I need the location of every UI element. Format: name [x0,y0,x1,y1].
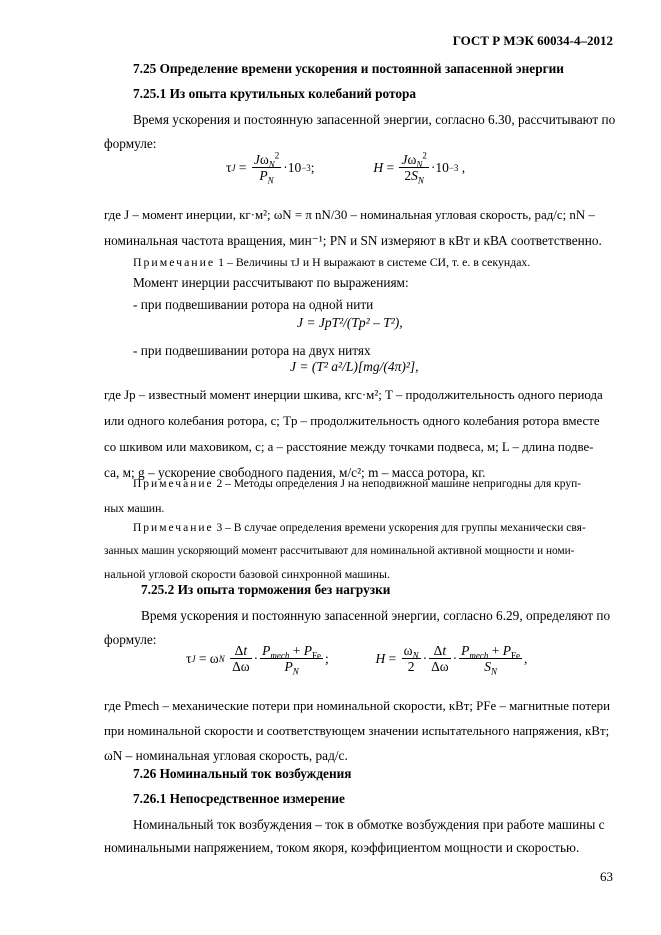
note-3-text: 3 – В случае определения времени ускорения для группы механически свя- [213,522,586,534]
moment-intro: Момент инерции рассчитывают по выражениям: [133,275,409,290]
paragraph-1-cont: формуле: [104,136,157,151]
page-number: 63 [600,869,613,884]
where-2-line-2: или одного колебания ротора, с; Tp – продолжительность одного колебания ротора вместе [104,414,600,428]
section-7-25-heading: 7.25 Определение времени ускорения и постоянной запасенной энергии [133,61,564,76]
where-1-line-1: где J – момент инерции, кг·м²; ωN = π nN/30 – номинальная угловая скорость, рад/с; nN – [104,208,595,222]
note-2-line-2: ных машин. [104,501,165,515]
section-7-26-heading: 7.26 Номинальный ток возбуждения [133,766,352,781]
where-1-line-2: номинальная частота вращения, мин⁻¹; PN и SN измеряют в кВт и кВА соответственно. [104,233,602,248]
formula-one-thread: J = JpT²/(Tp² – T²), [297,315,403,330]
where-3-line-1: где Pmech – механические потери при номинальной скорости, кВт; PFe – магнитные потери [104,699,611,713]
paragraph-3-line-1: Номинальный ток возбуждения – ток в обмотке возбуждения при работе машины с [133,817,605,832]
one-thread-text: - при подвешивании ротора на одной нити [133,297,374,312]
note-3-label: Примечание [133,522,214,534]
two-threads-text: - при подвешивании ротора на двух нитях [133,343,371,358]
note-3-line-2: занных машин ускоряющий момент рассчитывают для номинальной активной мощности и номи- [104,545,575,557]
note-2-line-1 [133,473,643,496]
note-2-text: 2 – Методы определения J на неподвижной машине непригодны для круп- [213,478,582,490]
note-1-label: Примечание [133,255,216,269]
where-3-line-3: ωN – номинальная угловая скорость, рад/с. [104,748,348,763]
section-7-25-2-heading: 7.25.2 Из опыта торможения без нагрузки [141,582,391,597]
paragraph-2: Время ускорения и постоянную запасенной энергии, согласно 6.29, определяют по [141,608,611,623]
where-2-line-1: где Jp – известный момент инерции шкива, кгс·м²; T – продолжительность одного периода [104,388,603,402]
note-3-line-1 [133,517,643,540]
paragraph-1: Время ускорения и постоянную запасенной энергии, согласно 6.30, рассчитывают по [133,112,616,127]
formula-two-threads: J = (T² a²/L)[mg/(4π)²], [290,359,419,374]
section-7-26-1-heading: 7.26.1 Непосредственное измерение [133,791,345,806]
where-2-line-4: са, м; g – ускорение свободного падения, м/с²; m – масса ротора, кг. [104,465,486,480]
paragraph-3-line-2: номинальными напряжением, током якоря, коэффициентом мощности и скоростью. [104,840,580,855]
paragraph-2-cont: формуле: [104,632,157,647]
where-3-line-2: при номинальной скорости и соответствующем значении испытательного напряжения, кВт; [104,724,610,738]
formula-tau-h-retardation: τ J = ω N $\frac{\Delta t}{\Delta\omega}$ · $\frac{P_{mech} + P_{Fe}}{P_N}$ ; H = $\frac{\omega_N}{2}$ · $\frac{\Delta t}{\Delta\omega}$ · $\frac{P_{mech} + P_{Fe}}{S_N}$ , [186,643,528,677]
where-2-line-3: со шкивом или маховиком, с; a – расстояние между точками подвеса, м; L – длина подве- [104,440,594,454]
note-1-text: 1 – Величины τJ и H выражают в системе СИ, т. е. в секундах. [215,255,531,269]
formula-tau-h-torsional: τ J = $\frac{J\omega_N^2}{P_N}$ ·10 −3 ; H = $\frac{J\omega_N^2}{2S_N}$ ·10 −3 , [226,150,466,186]
note-2-label: Примечание [133,478,214,490]
section-7-25-1-heading: 7.25.1 Из опыта крутильных колебаний ротора [133,86,417,101]
document-header: ГОСТ Р МЭК 60034-4–2012 [452,33,613,48]
note-3-line-3: нальной угловой скорости базовой синхронной машины. [104,567,390,581]
